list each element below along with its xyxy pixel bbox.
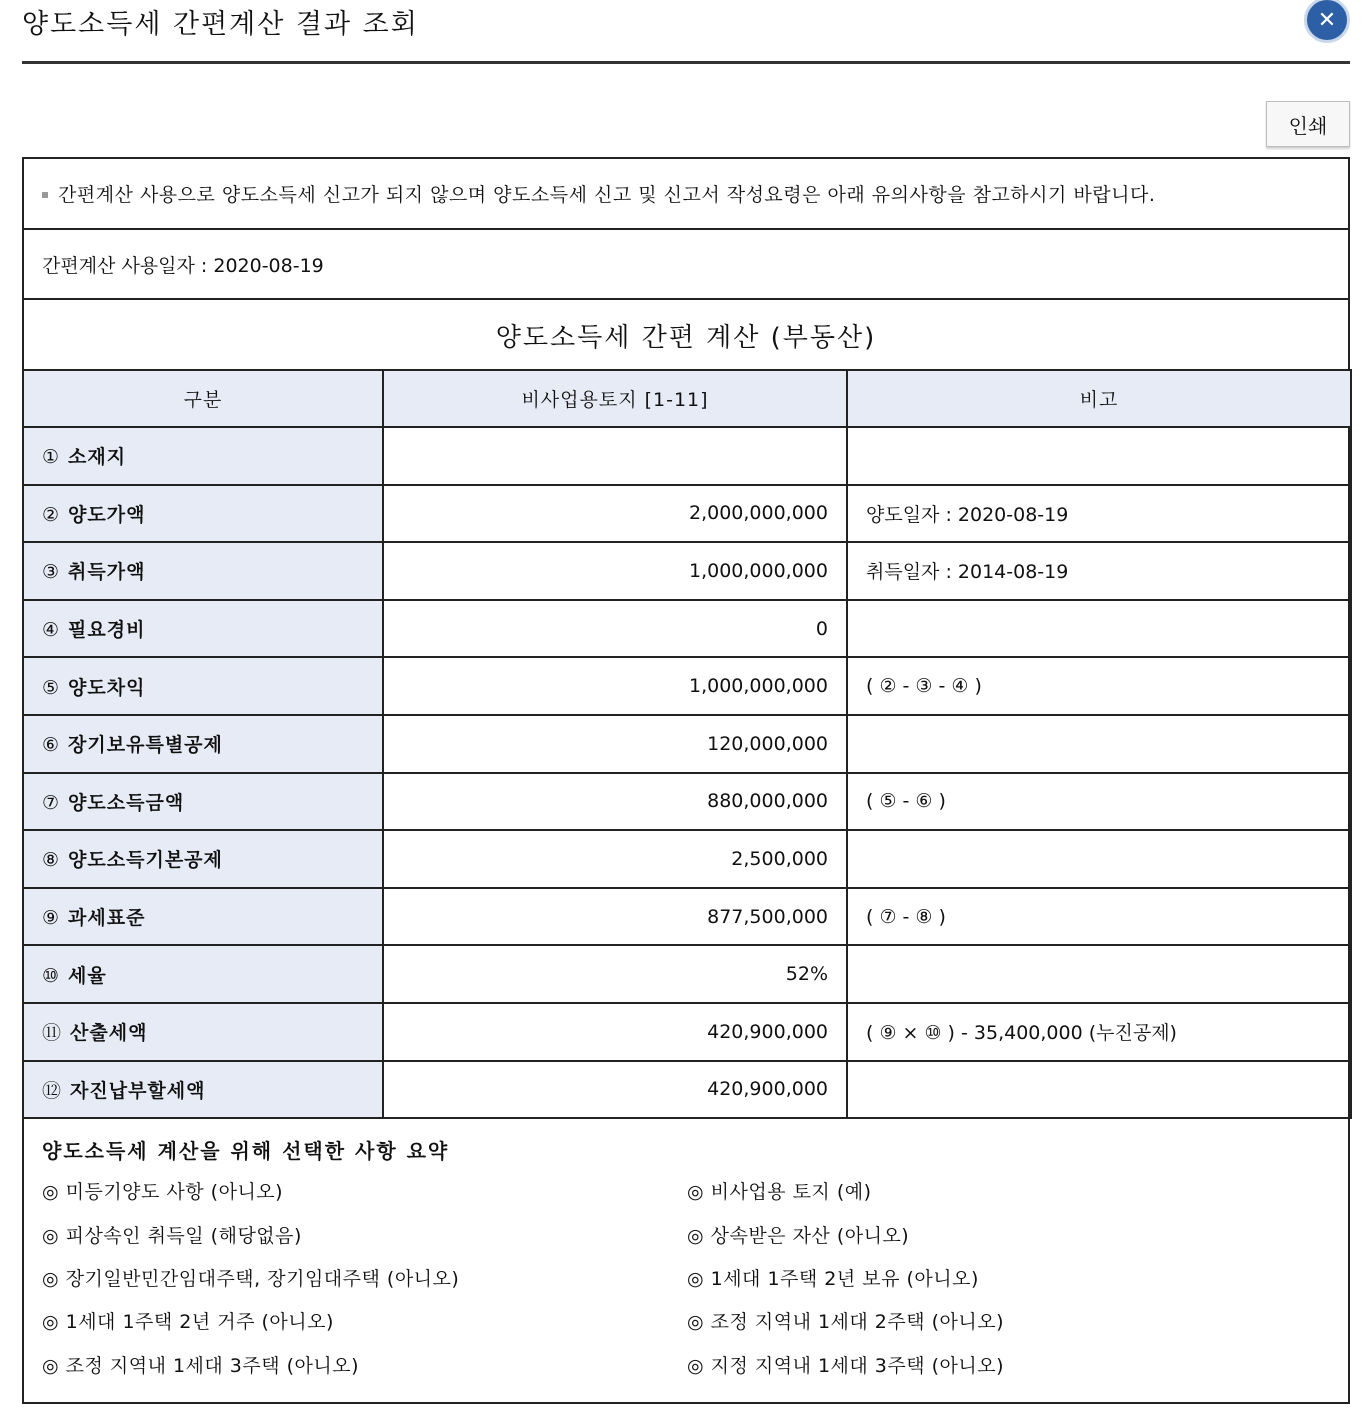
- row-value: 2,500,000: [383, 830, 847, 888]
- row-label: 소재지: [68, 446, 127, 469]
- summary-item: ◎ 비사업용 토지 (예): [687, 1181, 872, 1204]
- summary-item: ◎ 피상속인 취득일 (해당없음): [42, 1224, 302, 1247]
- row-value: 1,000,000,000: [383, 542, 847, 600]
- bullet-icon: [42, 192, 48, 198]
- row-label-cell: [23, 427, 383, 485]
- row-note: ( ⑨ × ⑩ ) - 35,400,000 (누진공제): [847, 1003, 1351, 1061]
- row-number: ⑨: [42, 907, 61, 930]
- row-note: [847, 715, 1351, 773]
- summary-item: ◎ 장기일반민간임대주택, 장기임대주택 (아니오): [42, 1267, 460, 1290]
- row-value: 877,500,000: [383, 888, 847, 946]
- summary-item: ◎ 조정 지역내 1세대 2주택 (아니오): [687, 1311, 1005, 1334]
- print-button[interactable]: 인쇄: [1266, 101, 1350, 147]
- table-row: [23, 427, 1351, 485]
- row-value: 0: [383, 600, 847, 658]
- row-value: 2,000,000,000: [383, 485, 847, 543]
- row-note: ( ② - ③ - ④ ): [847, 657, 1351, 715]
- result-panel: [22, 157, 1350, 1404]
- table-row: [23, 1061, 1351, 1119]
- row-label: 양도소득기본공제: [68, 849, 223, 872]
- row-label: 양도소득금액: [68, 791, 185, 814]
- summary-item: ◎ 1세대 1주택 2년 보유 (아니오): [687, 1267, 979, 1290]
- column-header: 비고: [847, 370, 1351, 427]
- row-label-cell: [23, 945, 383, 1003]
- calc-title: 양도소득세 간편 계산 (부동산): [495, 323, 877, 353]
- dialog-header: [22, 0, 1350, 64]
- row-label: 세율: [68, 964, 107, 987]
- table-row: [23, 485, 1351, 543]
- row-label-cell: [23, 542, 383, 600]
- row-label: 양도가액: [68, 503, 146, 526]
- column-header: 비사업용토지 [1-11]: [383, 370, 847, 427]
- table-row: [23, 773, 1351, 831]
- summary-item: ◎ 1세대 1주택 2년 거주 (아니오): [42, 1311, 334, 1334]
- summary-item: ◎ 조정 지역내 1세대 3주택 (아니오): [42, 1354, 360, 1377]
- row-note: [847, 945, 1351, 1003]
- row-number: ⑪: [42, 1022, 63, 1045]
- table-row: [23, 657, 1351, 715]
- row-label-cell: [23, 715, 383, 773]
- row-label-cell: [23, 600, 383, 658]
- row-note: 취득일자 : 2014-08-19: [847, 542, 1351, 600]
- table-row: [23, 830, 1351, 888]
- row-label-cell: [23, 1061, 383, 1119]
- row-note: [847, 427, 1351, 485]
- row-value: 120,000,000: [383, 715, 847, 773]
- row-number: ⑤: [42, 676, 61, 699]
- row-note: ( ⑤ - ⑥ ): [847, 773, 1351, 831]
- row-number: ⑫: [42, 1079, 63, 1102]
- row-number: ⑥: [42, 734, 61, 757]
- row-note: 양도일자 : 2020-08-19: [847, 485, 1351, 543]
- row-number: ⑦: [42, 791, 61, 814]
- row-label-cell: [23, 1003, 383, 1061]
- table-header-row: [23, 370, 1351, 427]
- row-number: ①: [42, 446, 61, 469]
- table-row: [23, 1003, 1351, 1061]
- table-row: [23, 945, 1351, 1003]
- row-value: 52%: [383, 945, 847, 1003]
- row-label-cell: [23, 888, 383, 946]
- summary-item: ◎ 미등기양도 사항 (아니오): [42, 1181, 284, 1204]
- row-label: 취득가액: [68, 561, 146, 584]
- row-label: 양도차익: [68, 676, 146, 699]
- row-value: [383, 427, 847, 485]
- row-number: ⑧: [42, 849, 61, 872]
- row-number: ③: [42, 561, 61, 584]
- row-number: ②: [42, 503, 61, 526]
- table-row: [23, 542, 1351, 600]
- row-value: 420,900,000: [383, 1061, 847, 1119]
- row-note: [847, 600, 1351, 658]
- row-number: ⑩: [42, 964, 61, 987]
- row-label: 장기보유특별공제: [68, 734, 223, 757]
- summary-title: 양도소득세 계산을 위해 선택한 사항 요약: [42, 1139, 450, 1163]
- row-note: [847, 830, 1351, 888]
- notice-text: 간편계산 사용으로 양도소득세 신고가 되지 않으며 양도소득세 신고 및 신고서 작성요령은 아래 유의사항을 참고하시기 바랍니다.: [58, 184, 1156, 206]
- selection-summary: [24, 1121, 1348, 1386]
- row-note: [847, 1061, 1351, 1119]
- row-label: 자진납부할세액: [70, 1079, 206, 1102]
- row-value: 880,000,000: [383, 773, 847, 831]
- row-value: 420,900,000: [383, 1003, 847, 1061]
- calc-table: [22, 369, 1352, 1119]
- row-number: ④: [42, 619, 61, 642]
- use-date-row: [24, 230, 1348, 300]
- close-icon: ✕: [1317, 7, 1337, 33]
- summary-item: ◎ 지정 지역내 1세대 3주택 (아니오): [687, 1354, 1005, 1377]
- row-label: 산출세액: [70, 1022, 148, 1045]
- table-row: [23, 600, 1351, 658]
- row-value: 1,000,000,000: [383, 657, 847, 715]
- notice-row: [24, 159, 1348, 230]
- close-button[interactable]: [1304, 0, 1350, 43]
- row-label: 필요경비: [68, 619, 146, 642]
- row-label-cell: [23, 773, 383, 831]
- row-label-cell: [23, 657, 383, 715]
- use-date-text: 간편계산 사용일자 : 2020-08-19: [42, 254, 324, 277]
- column-header: 구분: [23, 370, 383, 427]
- row-note: ( ⑦ - ⑧ ): [847, 888, 1351, 946]
- summary-list: [42, 1169, 1348, 1386]
- table-row: [23, 888, 1351, 946]
- summary-item: ◎ 상속받은 자산 (아니오): [687, 1224, 910, 1247]
- row-label-cell: [23, 830, 383, 888]
- page-title: 양도소득세 간편계산 결과 조회: [22, 9, 419, 40]
- table-row: [23, 715, 1351, 773]
- row-label: 과세표준: [68, 907, 146, 930]
- row-label-cell: [23, 485, 383, 543]
